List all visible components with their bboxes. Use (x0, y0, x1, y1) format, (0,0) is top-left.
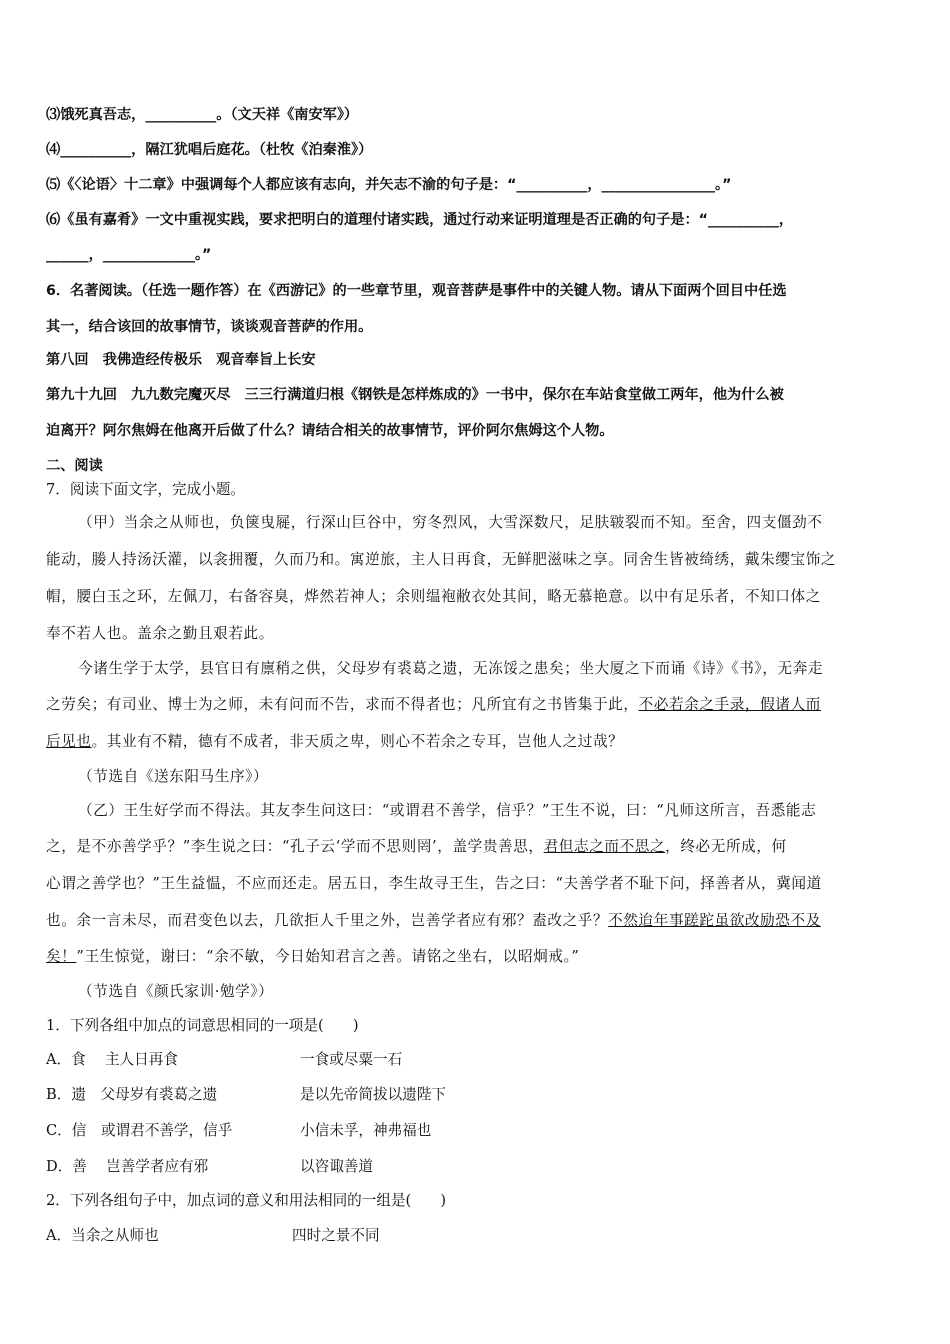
q6-chapter8: 第八回 我佛造经传极乐 观音奉旨上长安 (46, 352, 316, 368)
q5-item6: ⑹《虽有嘉肴》一文中重视实践，要求把明白的道理付诸实践，通过行动来证明道理是否正确的句子是：“__________， (46, 212, 794, 228)
underlined-phrase: 不必若余之手录，假诸人而 (638, 696, 821, 713)
q5-item3: ⑶饿死真吾志，__________。（文天祥《南安军》） (46, 107, 359, 123)
underlined-phrase: 矣！ (46, 948, 77, 965)
option-left: D．善 岂善学者应有邪 (46, 1158, 209, 1175)
q6-line5: 迫离开？阿尔焦姆在他离开后做了什么？请结合相关的故事情节，评价阿尔焦姆这个人物。 (46, 423, 614, 439)
option-right: 以咨诹善道 (300, 1158, 373, 1175)
yi-l3: 心谓之善学也？”王生益愠，不应而还走。居五日，李生故寻王生，告之曰：“夫善学者不耻下问，择善者从，冀闻道 (46, 875, 822, 892)
option-right: 一食或尽粟一石 (300, 1051, 403, 1068)
jia-p2-l3: 后见也。其业有不精，德有不成者，非天质之卑，则心不若余之专耳，岂他人之过哉？ (46, 733, 624, 750)
option-row (46, 1048, 908, 1069)
option-left: B．遗 父母岁有裘葛之遗 (46, 1086, 218, 1103)
option-right: 小信未孚，神弗福也 (300, 1122, 432, 1139)
jia-p2-l2: 之劳矣；有司业、博士为之师，未有问而不告，求而不得者也；凡所宜有之书皆集于此，不必若余之手录，假诸人而 (46, 696, 821, 713)
q7-intro: 7．阅读下面文字，完成小题。 (46, 481, 246, 498)
q5-item6-cont: ______，_____________。” (46, 247, 212, 263)
jia-p1-l1: （甲）当余之从师也，负箧曳屣，行深山巨谷中，穷冬烈风，大雪深数尺，足肤皲裂而不知。至舍，四支僵劲不 (78, 514, 823, 531)
underlined-phrase: 后见也 (46, 733, 92, 750)
jia-p1-l2: 能动，媵人持汤沃灌，以衾拥覆，久而乃和。寓逆旅，主人日再食，无鲜肥滋味之享。同舍生皆被绮绣，戴朱缨宝饰之 (46, 551, 837, 568)
q6-line1: 6．名著阅读。（任选一题作答）在《西游记》的一些章节里，观音菩萨是事件中的关键人物。请从下面两个回目中任选 (46, 283, 787, 299)
q5-item4: ⑷__________，隔江犹唱后庭花。（杜牧《泊秦淮》） (46, 142, 373, 158)
underlined-phrase: 不然迨年事蹉跎虽欲改励恐不及 (608, 912, 821, 929)
option-row (46, 1224, 908, 1245)
option-right: 四时之景不同 (292, 1227, 380, 1244)
jia-source: （节选自《送东阳马生序》） (78, 768, 269, 785)
jia-p1-l3: 帽，腰白玉之环，左佩刀，右备容臭，烨然若神人；余则缊袍敝衣处其间，略无慕艳意。以中有足乐者，不知口体之 (46, 588, 821, 605)
underlined-phrase: 君但志之而不思之 (543, 838, 666, 855)
option-right: 是以先帝简拔以遗陛下 (300, 1086, 446, 1103)
yi-l5: 矣！”王生惊觉，谢曰：“余不敏，今日始知君言之善。请铭之坐右，以昭炯戒。” (46, 948, 580, 965)
yi-source: （节选自《颜氏家训·勉学》） (78, 983, 274, 1000)
option-row (46, 1119, 908, 1140)
option-left: A．当余之从师也 (46, 1227, 159, 1244)
sub2-stem: 2．下列各组句子中，加点词的意义和用法相同的一组是( ) (46, 1192, 447, 1209)
yi-l2: 之，是不亦善学乎？”李生说之曰：“孔子云‘学而不思则罔’，盖学贵善思，君但志之而不思之，终必无所成，何 (46, 838, 787, 855)
option-row (46, 1155, 908, 1176)
yi-l1: （乙）王生好学而不得法。其友李生问这曰：“或谓君不善学，信乎？”王生不说，曰：“凡师这所言，吾悉能志 (78, 802, 817, 819)
jia-p2-l1: 今诸生学于太学，县官日有廪稍之供，父母岁有裘葛之遗，无冻馁之患矣；坐大厦之下而诵《诗》《书》，无奔走 (78, 660, 824, 677)
option-left: A．食 主人日再食 (46, 1051, 178, 1068)
section-heading: 二、阅读 (46, 458, 103, 474)
q6-line2: 其一，结合该回的故事情节，谈谈观音菩萨的作用。 (46, 319, 373, 335)
option-left: C．信 或谓君不善学，信乎 (46, 1122, 233, 1139)
option-row (46, 1083, 908, 1104)
sub1-stem: 1．下列各组中加点的词意思相同的一项是( ) (46, 1017, 359, 1034)
jia-p1-l4: 奉不若人也。盖余之勤且艰若此。 (46, 625, 274, 642)
q6-chapter99: 第九十九回 九九数完魔灭尽 三三行满道归根《钢铁是怎样炼成的》一书中，保尔在车站食堂做工两年，他为什么被 (46, 387, 784, 403)
q5-item5: ⑸《〈论语〉十二章》中强调每个人都应该有志向，并矢志不渝的句子是：“__________，________________。” (46, 177, 732, 193)
yi-l4: 也。余一言未尽，而君变色以去，几欲拒人千里之外，岂善学者应有邪？盍改之乎？不然迨年事蹉跎虽欲改励恐不及 (46, 912, 821, 929)
